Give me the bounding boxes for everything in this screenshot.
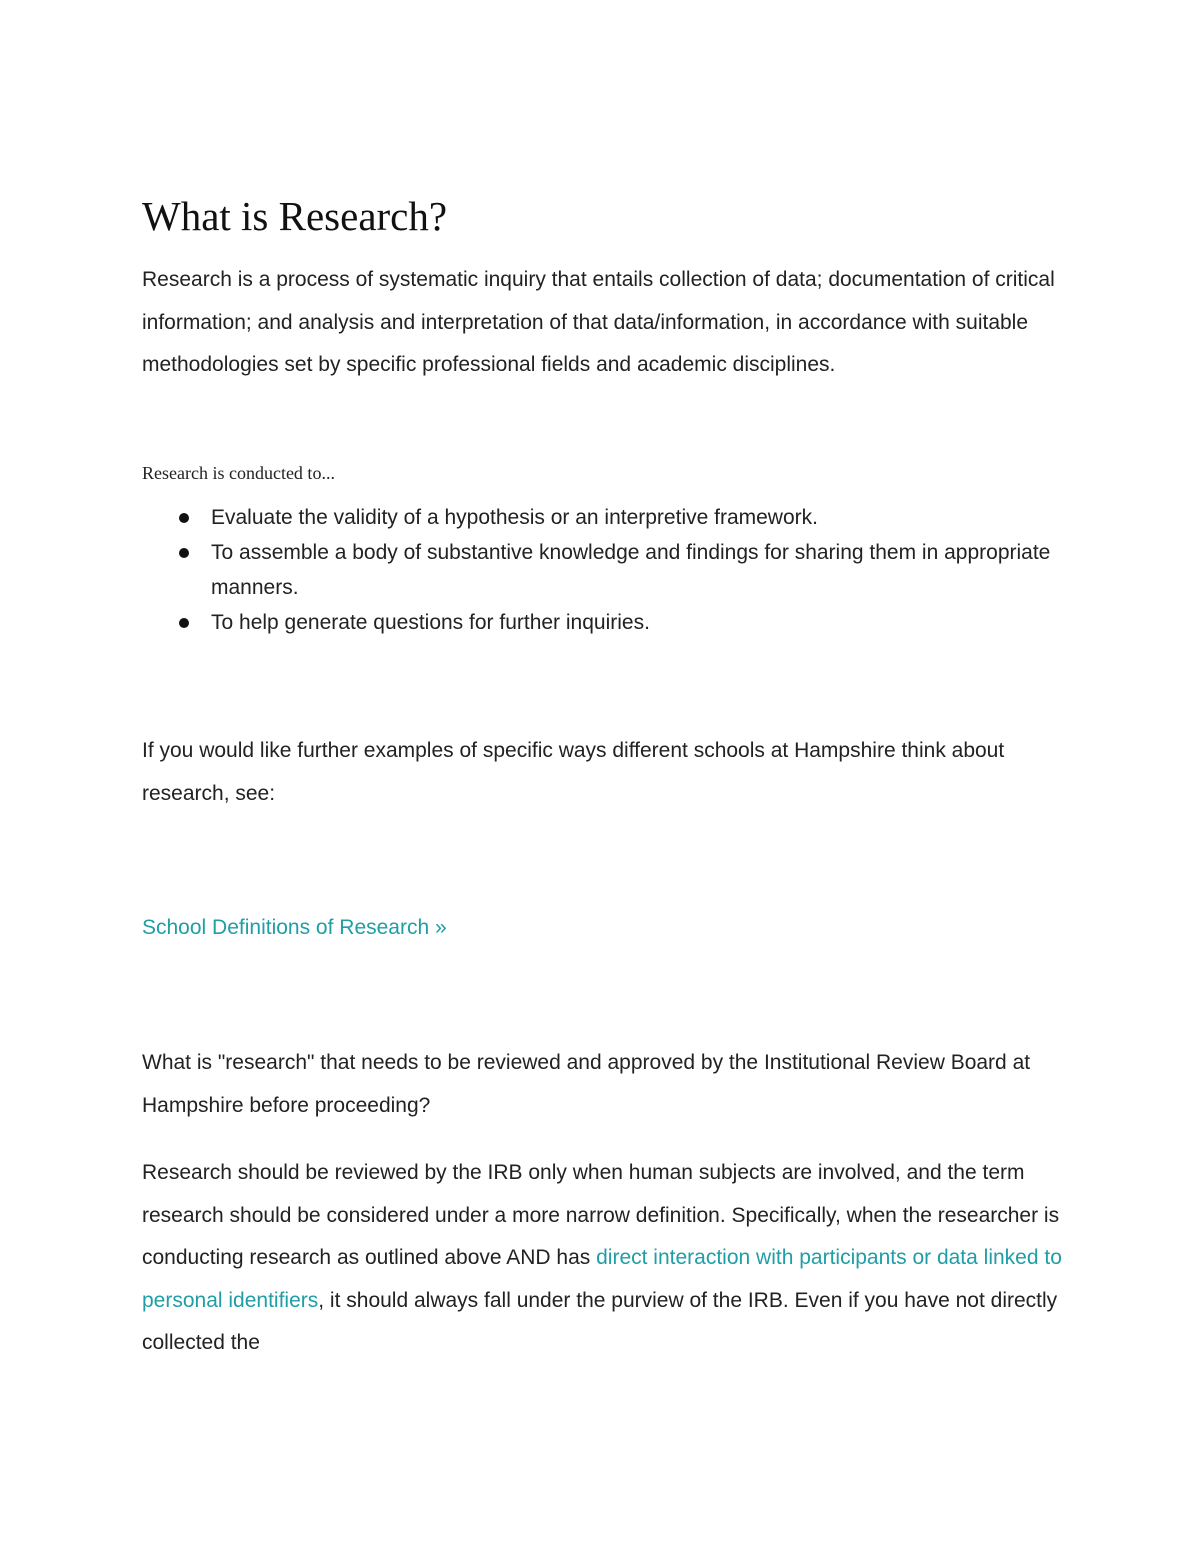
list-item xyxy=(142,535,1052,605)
irb-explanation-paragraph xyxy=(142,1152,1062,1365)
bullet-icon xyxy=(179,513,189,523)
purpose-list xyxy=(142,500,1052,640)
list-item xyxy=(142,500,1052,535)
list-item xyxy=(142,605,1052,640)
lead-text: Research is conducted to... xyxy=(142,463,335,483)
irb-text-before: Research should be reviewed by the IRB only when human subjects are involved, and the term research should be considered under a more narrow definition. Specifically, when the researcher is conducting research as outlined above AND has xyxy=(142,1161,1060,1269)
irb-question-paragraph: What is "research" that needs to be reviewed and approved by the Institutional Review Board at Hampshire before proceeding? xyxy=(142,1051,1031,1117)
list-item-text: Evaluate the validity of a hypothesis or an interpretive framework. xyxy=(211,506,818,529)
bullet-icon xyxy=(179,548,189,558)
irb-text-after: , it should always fall under the purview of the IRB. Even if you have not directly collected the xyxy=(142,1288,1058,1354)
school-definitions-link[interactable]: School Definitions of Research » xyxy=(142,916,447,939)
further-examples-paragraph: If you would like further examples of specific ways different schools at Hampshire think about research, see: xyxy=(142,739,1005,805)
list-item-text: To help generate questions for further inquiries. xyxy=(211,611,650,634)
direct-interaction-link[interactable]: direct interaction with participants or data linked to personal identifiers xyxy=(142,1246,1062,1312)
page-title: What is Research? xyxy=(142,193,448,239)
list-item-text: To assemble a body of substantive knowledge and findings for sharing them in appropriate manners. xyxy=(211,541,1051,599)
intro-paragraph: Research is a process of systematic inquiry that entails collection of data; documentation of critical information; and analysis and interpretation of that data/information, in accordance with suitable methodologies set by specific professional fields and academic disciplines. xyxy=(142,268,1055,376)
bullet-icon xyxy=(179,618,189,628)
